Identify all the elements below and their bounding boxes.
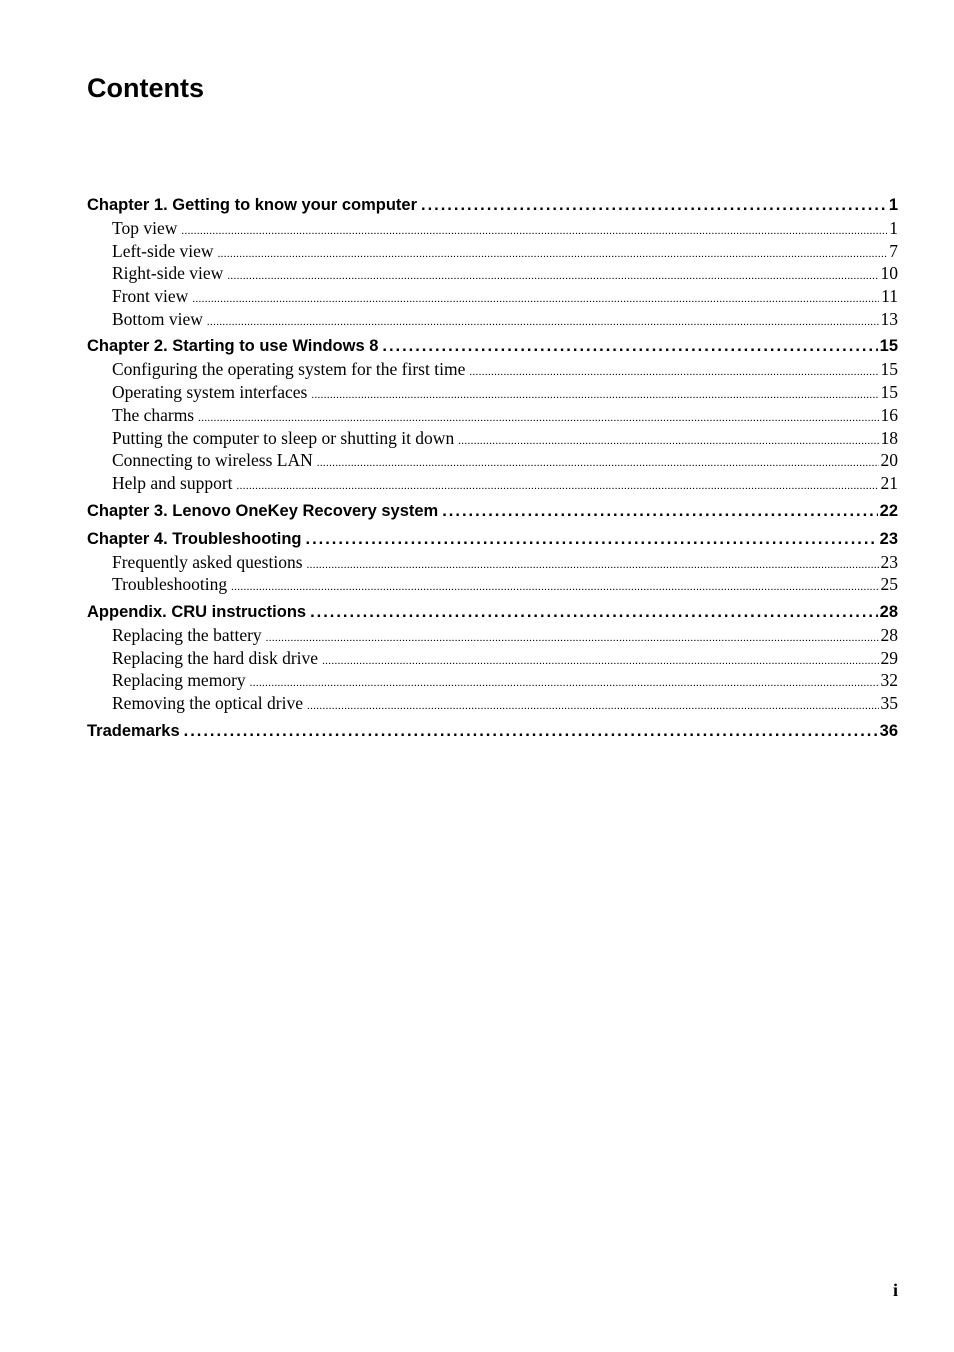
toc-entry-page: 7 [889,240,898,261]
toc-entry-label: Trademarks [87,721,180,740]
toc-entry-page: 32 [880,670,898,691]
toc-dot-leader [184,719,878,743]
toc-chapter-entry[interactable] [87,600,898,624]
toc-entry-page: 23 [879,529,898,548]
toc-entry-label: Appendix. CRU instructions [87,602,307,621]
toc-dot-leader [310,600,878,624]
toc-section-entry[interactable] [87,573,898,596]
toc-entry-label: Chapter 3. Lenovo OneKey Recovery system [87,501,439,520]
toc-entry-label: Replacing the battery [112,624,262,645]
toc-section-entry[interactable] [87,404,898,427]
toc-entry-label: Chapter 2. Starting to use Windows 8 [87,337,379,356]
toc-dot-leader [266,624,879,647]
toc-section-entry[interactable] [87,358,898,381]
page-number: i [892,1280,898,1300]
toc-chapter-entry[interactable] [87,527,898,551]
toc-entry-label: Replacing memory [112,670,246,691]
toc-entry-label: Top view [112,218,178,238]
toc-dot-leader [421,193,887,217]
toc-entry-label: Connecting to wireless LAN [112,450,313,471]
toc-dot-leader [458,427,878,450]
toc-dot-leader [218,240,888,263]
toc-entry-page: 21 [880,472,898,493]
toc-section-entry[interactable] [87,624,898,647]
toc-entry-page: 20 [880,450,898,471]
toc-entry-label: Troubleshooting [112,574,228,595]
toc-entry-label: Front view [112,286,189,307]
toc-dot-leader [181,217,887,240]
toc-entry-page: 15 [880,382,898,403]
toc-section-entry[interactable] [87,472,898,495]
toc-entry-label: Removing the optical drive [112,693,303,713]
toc-entry-label: Chapter 1. Getting to know your computer [87,196,418,214]
page-title: Contents [87,73,204,103]
toc-dot-leader [322,647,878,670]
toc-dot-leader [227,262,878,285]
toc-chapter-entry[interactable] [87,719,898,743]
toc-chapter-entry[interactable] [87,193,898,217]
toc-entry-page: 11 [881,286,898,307]
toc-dot-leader [306,527,878,551]
toc-dot-leader [231,573,878,596]
toc-dot-leader [382,334,877,358]
toc-chapter-entry[interactable] [87,499,898,523]
toc-section-entry[interactable] [87,427,898,450]
toc-entry-label: Left-side view [112,240,214,261]
toc-entry-page: 35 [880,693,898,713]
toc-section-entry[interactable] [87,308,898,331]
toc-dot-leader [311,381,878,404]
toc-dot-leader [250,669,879,692]
toc-dot-leader [307,692,879,715]
toc-section-entry[interactable] [87,381,898,404]
toc-dot-leader [469,358,878,381]
toc-entry-label: Right-side view [112,263,224,284]
toc-entry-page: 10 [880,263,898,284]
toc-entry-label: Operating system interfaces [112,382,308,403]
toc-entry-label: Replacing the hard disk drive [112,647,319,668]
toc-dot-leader [198,404,878,427]
toc-entry-label: The charms [112,404,195,425]
toc-chapter-entry[interactable] [87,334,898,358]
toc-dot-leader [317,449,879,472]
toc-entry-page: 28 [880,624,898,645]
toc-entry-label: Chapter 4. Troubleshooting [87,529,302,548]
toc-section-entry[interactable] [87,692,898,715]
toc-section-entry[interactable] [87,647,898,670]
toc-section-entry[interactable] [87,262,898,285]
toc-dot-leader [207,308,879,331]
toc-section-entry[interactable] [87,551,898,574]
toc-entry-label: Bottom view [112,308,203,329]
toc-entry-label: Putting the computer to sleep or shutting it down [112,427,455,448]
toc-section-entry[interactable] [87,240,898,263]
toc-section-entry[interactable] [87,217,898,240]
toc-section-entry[interactable] [87,285,898,308]
toc-entry-page: 16 [880,404,898,425]
toc-entry-page: 1 [888,196,898,214]
toc-entry-page: 18 [880,427,898,448]
table-of-contents [87,193,898,743]
toc-entry-page: 15 [880,359,898,380]
toc-entry-page: 15 [879,337,898,356]
toc-section-entry[interactable] [87,449,898,472]
toc-entry-page: 13 [880,308,898,329]
toc-entry-page: 28 [879,602,898,621]
toc-section-entry[interactable] [87,669,898,692]
toc-entry-label: Frequently asked questions [112,551,303,572]
toc-entry-label: Configuring the operating system for the first time [112,359,466,380]
toc-dot-leader [307,551,879,574]
toc-entry-label: Help and support [112,472,233,493]
toc-entry-page: 29 [880,647,898,668]
toc-entry-page: 23 [880,551,898,572]
toc-dot-leader [442,499,877,523]
toc-entry-page: 36 [879,721,898,740]
toc-entry-page: 1 [889,218,898,238]
toc-dot-leader [192,285,879,308]
toc-entry-page: 25 [880,574,898,595]
toc-entry-page: 22 [879,501,898,520]
toc-dot-leader [237,472,879,495]
